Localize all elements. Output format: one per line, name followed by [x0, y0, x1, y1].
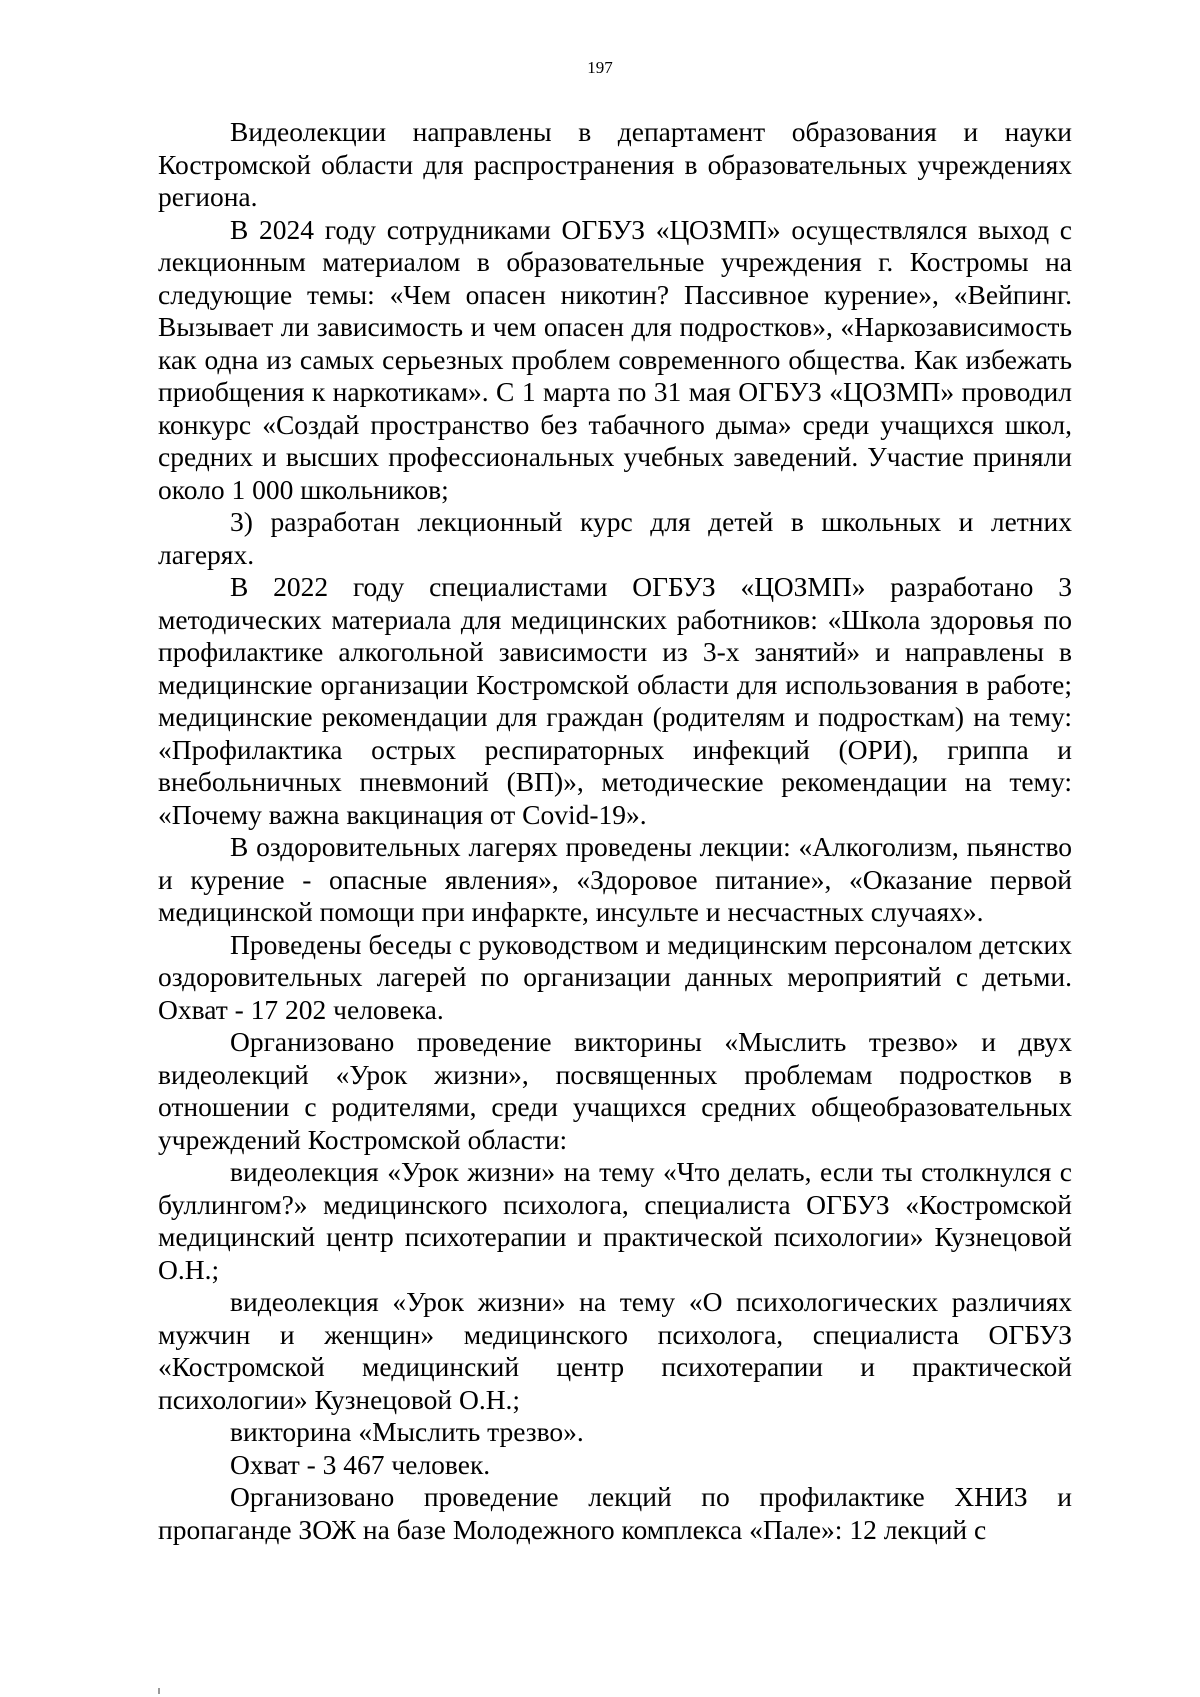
- paragraph-hniz-lectures: Организовано проведение лекций по профилактике ХНИЗ и пропаганде ЗОЖ на базе Молодежного комплекса «Пале»: 12 лекций с: [158, 1481, 1072, 1545]
- paragraph-quiz-organized: Организовано проведение викторины «Мыслить трезво» и двух видеолекций «Урок жизни», посвященных проблемам подростков в отношении с родителями, среди учащихся средних общеобразовательных учреждений Костромской области:: [158, 1026, 1072, 1155]
- paragraph-quiz: викторина «Мыслить трезво».: [230, 1416, 584, 1447]
- page-number: 197: [587, 58, 613, 77]
- paragraph-conversations: Проведены беседы с руководством и медицинским персоналом детских оздоровительных лагерей по организации данных мероприятий с детьми. Охват - 17 202 человека.: [158, 928, 1072, 1025]
- paragraph-videolecture-differences: видеолекция «Урок жизни» на тему «О психологических различиях мужчин и женщин» медицинского психолога, специалиста ОГБУЗ «Костромской медицинский центр психотерапии и практической психологии» Кузнецовой О.Н.;: [158, 1286, 1072, 1415]
- paragraph-2022-materials: В 2022 году специалистами ОГБУЗ «ЦОЗМП» разработано 3 методических материала для медицинских работников: «Школа здоровья по профилактике алкогольной зависимости из 3-х занятий» и направлены в медицинские организации Костромской области для использования в работе; медицинские рекомендации для граждан (родителям и подросткам) на тему: «Профилактика острых респираторных инфекций (ОРИ), гриппа и внебольничных пневмоний (ВП)», методические рекомендации на тему: «Почему важна вакцинация от Covid-19».: [158, 571, 1072, 830]
- paragraph-camp-lectures: В оздоровительных лагерях проведены лекции: «Алкоголизм, пьянство и курение - опасные явления», «Здоровое питание», «Оказание первой медицинской помощи при инфаркте, инсульте и несчастных случаях».: [158, 831, 1072, 927]
- paragraph-videolecture-bullying: видеолекция «Урок жизни» на тему «Что делать, если ты столкнулся с буллингом?» медицинского психолога, специалиста ОГБУЗ «Костромской медицинский центр психотерапии и практической психологии» Кузнецовой О.Н.;: [158, 1156, 1072, 1285]
- paragraph-lecture-course: 3) разработан лекционный курс для детей в школьных и летних лагерях.: [158, 506, 1072, 570]
- paragraph-videolectures-sent: Видеолекции направлены в департамент образования и науки Костромской области для распространения в образовательных учреждениях региона.: [158, 116, 1072, 212]
- scan-corner-mark: [158, 1688, 160, 1694]
- paragraph-coverage: Охват - 3 467 человек.: [230, 1448, 491, 1480]
- paragraph-2024-lectures: В 2024 году сотрудниками ОГБУЗ «ЦОЗМП» осуществлялся выход с лекционным материалом в образовательные учреждения г. Костромы на следующие темы: «Чем опасен никотин? Пассивное курение», «Вейпинг. Вызывает ли зависимость и чем опасен для подростков», «Наркозависимость как одна из самых серьезных проблем современного общества. Как избежать приобщения к наркотикам». С 1 марта по 31 мая ОГБУЗ «ЦОЗМП» проводил конкурс «Создай пространство без табачного дыма» среди учащихся школ, средних и высших профессиональных учебных заведений. Участие приняли около 1 000 школьников;: [158, 213, 1072, 505]
- document-body: [158, 116, 1072, 1546]
